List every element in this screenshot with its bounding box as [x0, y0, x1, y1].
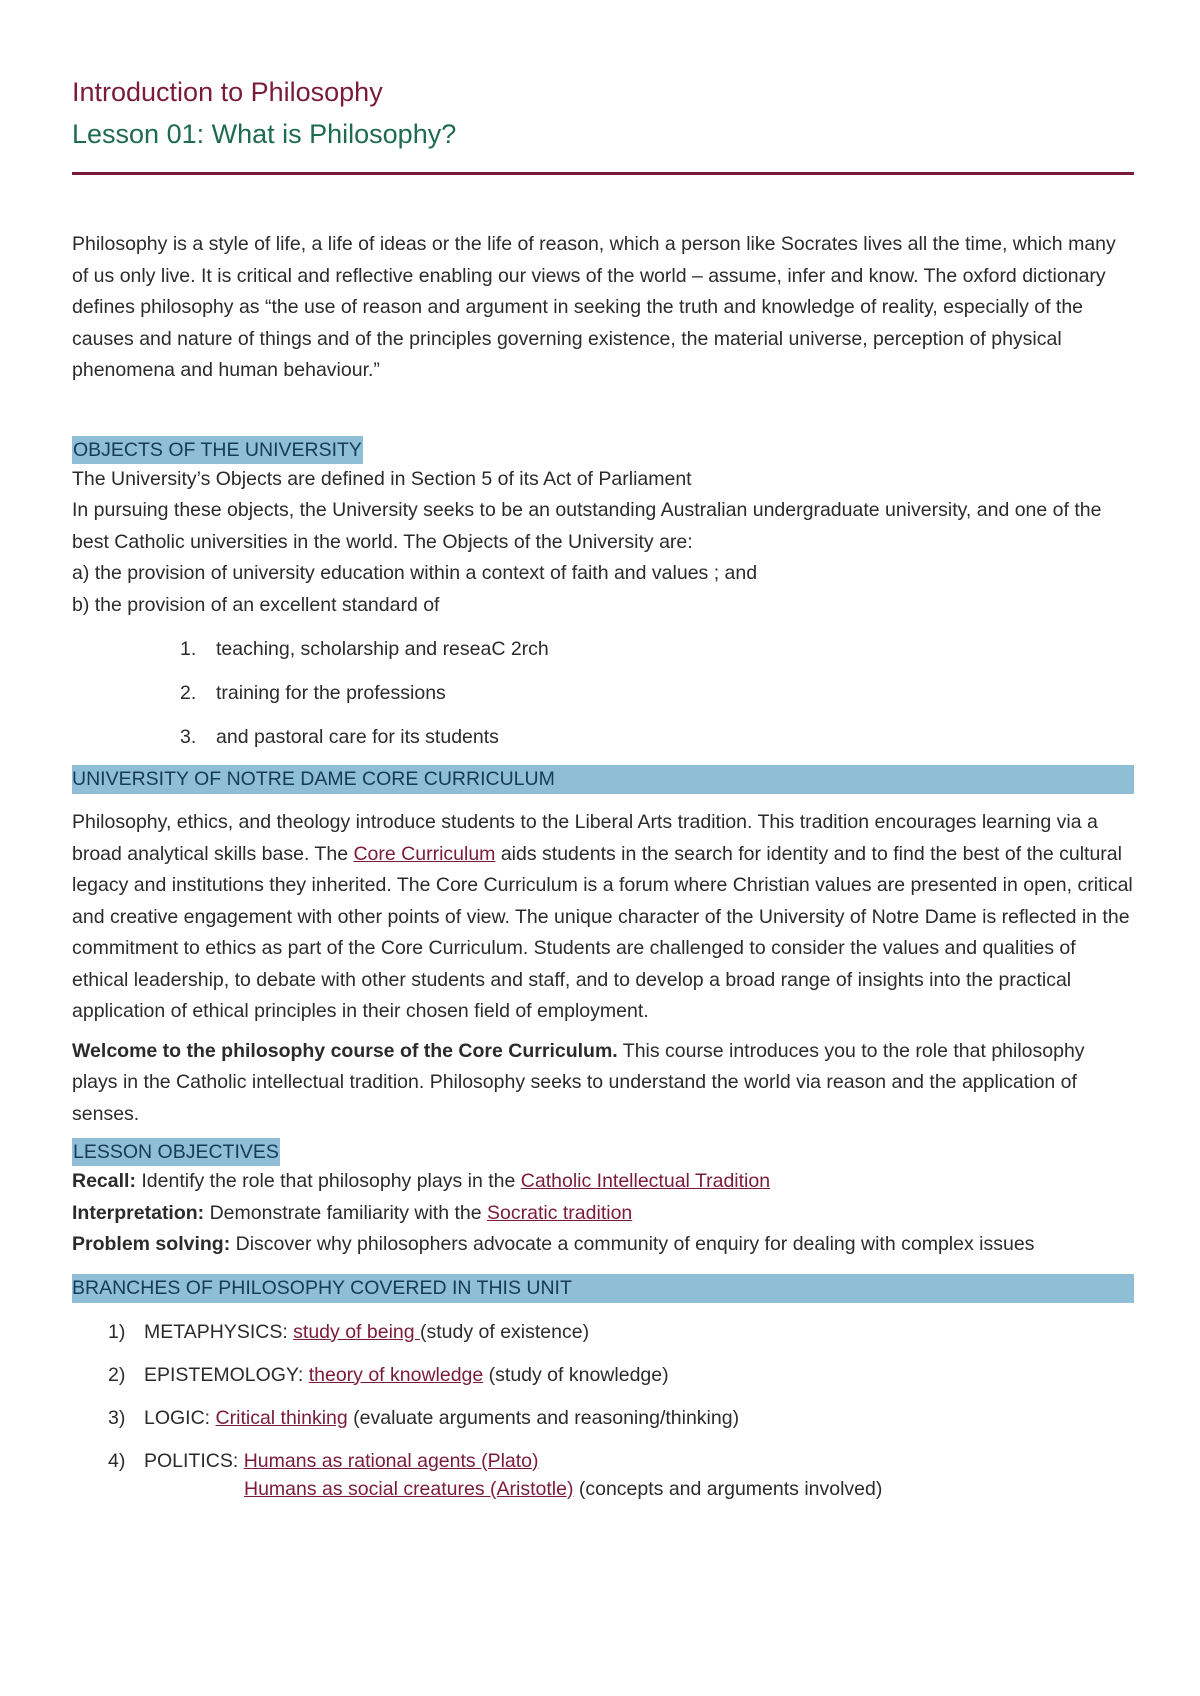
objects-line-3: a) the provision of university education within a context of faith and values ; and	[72, 562, 758, 584]
interpretation-label: Interpretation:	[72, 1201, 205, 1224]
objects-heading: OBJECTS OF THE UNIVERSITY	[72, 436, 363, 464]
list-item	[72, 1311, 1134, 1354]
objects-section	[72, 436, 1134, 760]
interpretation-text: Demonstrate familiarity with the	[204, 1201, 488, 1224]
list-number: 2)	[108, 1363, 126, 1386]
branch-description: (study of knowledge)	[483, 1363, 669, 1386]
branch-label: POLITICS:	[144, 1449, 244, 1472]
document-page	[72, 72, 1134, 1504]
social-creatures-link[interactable]: Humans as social creatures (Aristotle)	[244, 1477, 574, 1500]
welcome-paragraph	[72, 1036, 1134, 1131]
list-number: 3)	[108, 1406, 126, 1429]
branch-label: METAPHYSICS:	[144, 1320, 294, 1343]
lesson-title: Lesson 01: What is Philosophy?	[72, 119, 457, 149]
branches-section	[72, 1274, 1134, 1504]
objective-recall	[72, 1166, 1134, 1198]
document-title: Introduction to Philosophy	[72, 77, 383, 107]
objects-line-4: b) the provision of an excellent standard of	[72, 593, 440, 616]
core-curriculum-link[interactable]: Core Curriculum	[353, 842, 496, 865]
study-of-being-link[interactable]: study of being	[293, 1320, 421, 1343]
branches-heading: BRANCHES OF PHILOSOPHY COVERED IN THIS UNIT	[72, 1274, 1134, 1303]
welcome-bold: Welcome to the philosophy course of the Core Curriculum.	[72, 1039, 618, 1062]
core-text-a: Philosophy, ethics, and theology introduce students to the Liberal Arts tradition. This tradition encourages learning via a broad analytical skills base. The	[72, 811, 1098, 865]
list-number: 1.	[180, 638, 197, 660]
branch-description: (study of existence)	[420, 1320, 590, 1343]
branch-description: (evaluate arguments and reasoning/thinking)	[347, 1406, 740, 1429]
list-item	[72, 1397, 1134, 1440]
lesson-objectives-section	[72, 1138, 1134, 1261]
list-number: 2.	[180, 682, 197, 704]
core-text-b: aids students in the search for identity and to find the best of the cultural legacy and institutions they inherited. The Core Curriculum is a forum where Christian values are presented in open, critical and creative engagement with other points of view. The unique character of the University of Notre Dame is reflected in the commitment to ethics as part of the Core Curriculum. Students are challenged to consider the values and qualities of ethical leadership, to debate with other students and staff, and to develop a broad range of insights into the practical application of ethical principles in their chosen field of employment.	[72, 842, 1133, 1022]
recall-label: Recall:	[72, 1170, 136, 1192]
branch-label: EPISTEMOLOGY:	[144, 1363, 309, 1386]
list-text: training for the professions	[216, 682, 446, 704]
problem-solving-text: Discover why philosophers advocate a community of enquiry for dealing with complex issues	[230, 1233, 1035, 1255]
recall-text: Identify the role that philosophy plays in the	[135, 1170, 521, 1192]
welcome-text: This course introduces you to the role that philosophy plays in the Catholic intellectual tradition. Philosophy seeks to understand the world via reason and the application of senses.	[72, 1039, 1085, 1125]
list-number: 1)	[108, 1320, 126, 1343]
theory-of-knowledge-link[interactable]: theory of knowledge	[308, 1363, 484, 1386]
socratic-tradition-link[interactable]: Socratic tradition	[487, 1201, 633, 1224]
intro-paragraph: Philosophy is a style of life, a life of ideas or the life of reason, which a person like Socrates lives all the time, which many of us only live. It is critical and reflective enabling our views of the world – assume, infer and know. The oxford dictionary defines philosophy as “the use of reason and argument in seeking the truth and knowledge of reality, especially of the causes and nature of things and of the principles governing existence, the material universe, perception of physical phenomena and human behaviour.”	[72, 233, 1116, 381]
catholic-tradition-link[interactable]: Catholic Intellectual Tradition	[520, 1170, 771, 1192]
list-number: 3.	[180, 726, 197, 748]
objective-problem-solving	[72, 1229, 1134, 1261]
list-item	[72, 1440, 1134, 1483]
critical-thinking-link[interactable]: Critical thinking	[215, 1406, 348, 1429]
branches-list	[72, 1311, 1134, 1483]
branch-label: LOGIC:	[144, 1406, 216, 1429]
problem-solving-label: Problem solving:	[72, 1233, 231, 1255]
list-number: 4)	[108, 1449, 126, 1472]
core-curriculum-paragraph	[72, 807, 1134, 1028]
list-item	[72, 671, 1134, 715]
title-divider	[72, 172, 1134, 175]
list-item	[72, 715, 1134, 759]
objective-interpretation	[72, 1198, 1134, 1230]
objects-list	[72, 627, 1134, 759]
objects-line-1: The University’s Objects are defined in Section 5 of its Act of Parliament	[72, 467, 692, 490]
objects-line-2: In pursuing these objects, the University seeks to be an outstanding Australian undergraduate university, and one of the best Catholic universities in the world. The Objects of the University are:	[72, 499, 1102, 553]
core-curriculum-heading: UNIVERSITY OF NOTRE DAME CORE CURRICULUM	[72, 765, 1134, 794]
list-item	[72, 1354, 1134, 1397]
rational-agents-link[interactable]: Humans as rational agents (Plato)	[243, 1449, 539, 1472]
lesson-objectives-heading: LESSON OBJECTIVES	[72, 1138, 280, 1166]
branch-description: (concepts and arguments involved)	[573, 1477, 883, 1500]
list-text: and pastoral care for its students	[216, 726, 499, 748]
core-curriculum-section	[72, 765, 1134, 1130]
list-text: teaching, scholarship and reseaC 2rch	[216, 638, 549, 660]
list-item	[72, 627, 1134, 671]
